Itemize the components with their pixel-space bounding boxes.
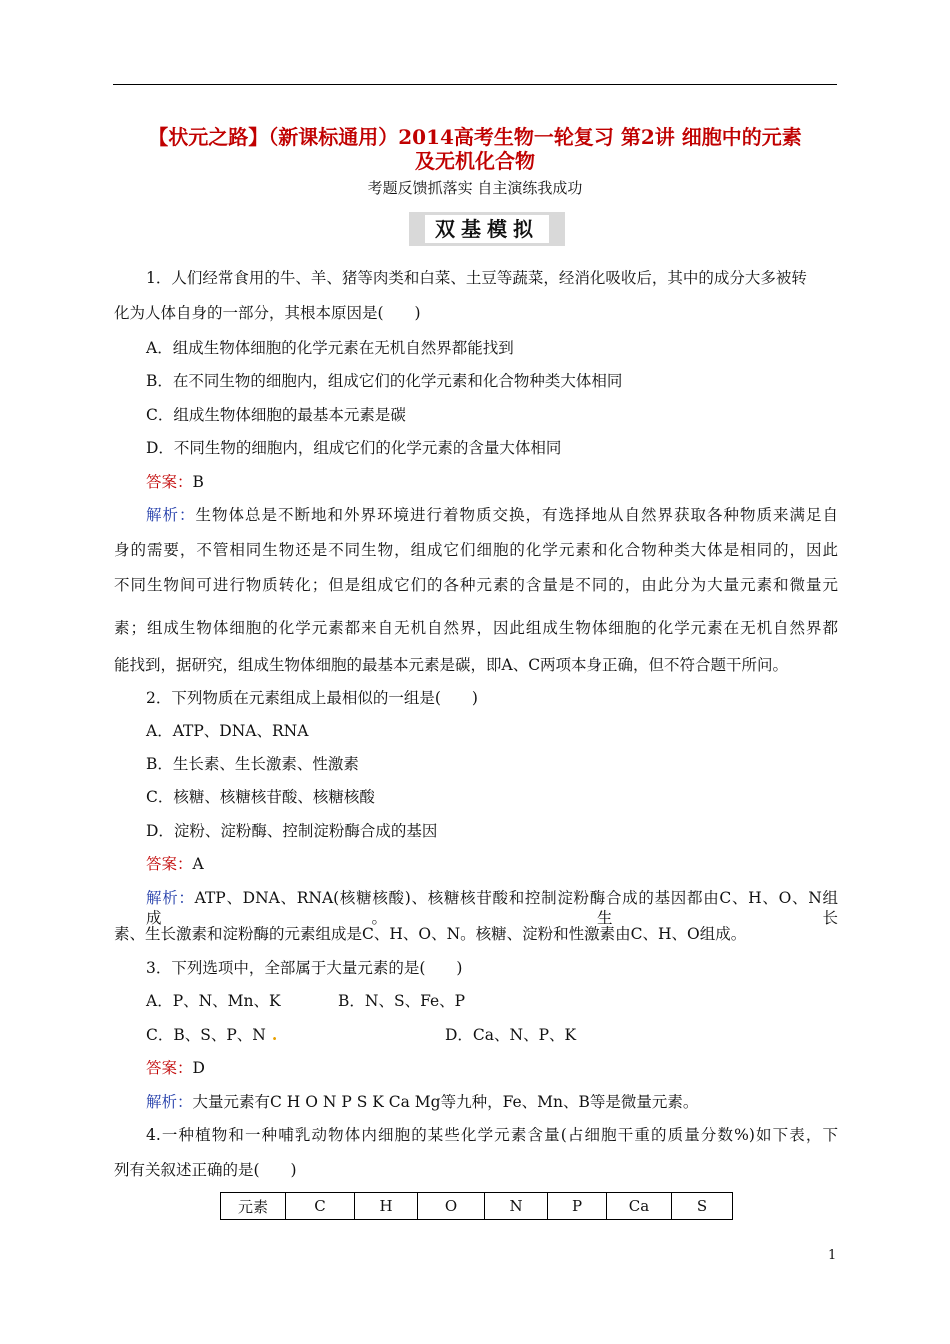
table-header-row <box>221 1193 733 1220</box>
table-header-cell: H <box>355 1193 418 1220</box>
orange-dot: . <box>271 1025 278 1044</box>
q3-option-a: A．P、N、Mn、K <box>146 992 281 1010</box>
q1-answer <box>146 472 204 492</box>
q1-stem-line-1: 1．人们经常食用的牛、羊、猪等肉类和白菜、土豆等蔬菜，经消化吸收后，其中的成分大多被转 <box>146 269 807 287</box>
q1-analysis-line-1 <box>146 505 838 525</box>
answer-value: B <box>192 473 204 491</box>
table-header-cell: Ca <box>607 1193 672 1220</box>
q2-answer <box>146 854 204 874</box>
q1-stem-line-2: 化为人体自身的一部分，其根本原因是( ) <box>114 304 421 322</box>
analysis-label: 解析： <box>146 506 196 524</box>
table-header-cell: P <box>548 1193 607 1220</box>
table-header-cell: N <box>485 1193 548 1220</box>
q1-option-b: B．在不同生物的细胞内，组成它们的化学元素和化合物种类大体相同 <box>146 372 623 390</box>
q2-option-b: B．生长素、生长激素、性激素 <box>146 755 359 773</box>
q3-stem: 3．下列选项中，全部属于大量元素的是( ) <box>146 959 463 977</box>
q4-stem-line-1: 4.一种植物和一种哺乳动物体内细胞的某些化学元素含量(占细胞干重的质量分数%)如下表，下 <box>146 1126 838 1144</box>
q4-stem-line-2: 列有关叙述正确的是( ) <box>114 1161 297 1179</box>
title-line-1: 【状元之路】（新课标通用）2014高考生物一轮复习 第2讲 细胞中的元素 <box>148 125 802 149</box>
table-header-cell: S <box>672 1193 733 1220</box>
table-header-cell: O <box>418 1193 485 1220</box>
section-banner-label: 双基模拟 <box>425 215 549 243</box>
q2-analysis-text-1: ATP、DNA、RNA(核糖核酸)、核糖核苷酸和控制淀粉酶合成的基因都由C、H、O、N组成。生长 <box>146 889 838 927</box>
q1-option-a: A．组成生物体细胞的化学元素在无机自然界都能找到 <box>146 339 514 357</box>
q2-option-d: D．淀粉、淀粉酶、控制淀粉酶合成的基因 <box>146 822 438 840</box>
table-header-cell: 元素 <box>221 1193 286 1220</box>
header-rule <box>113 84 837 85</box>
q1-analysis-line-3: 不同生物间可进行物质转化；但是组成它们的各种元素的含量是不同的，由此分为大量元素和微量元 <box>114 576 838 594</box>
q1-analysis-line-5: 能找到，据研究，组成生物体细胞的最基本元素是碳，即A、C两项本身正确，但不符合题干所问。 <box>114 656 789 674</box>
table-header-cell: C <box>286 1193 355 1220</box>
q3-option-c <box>146 1025 277 1045</box>
answer-value: D <box>192 1059 205 1077</box>
q2-option-c: C．核糖、核糖核苷酸、核糖核酸 <box>146 788 375 806</box>
answer-value: A <box>192 855 204 873</box>
q2-analysis-line-1 <box>146 888 838 928</box>
q3-option-c-text: C．B、S、P、N <box>146 1026 266 1044</box>
analysis-label: 解析： <box>146 889 195 907</box>
q2-option-a: A．ATP、DNA、RNA <box>146 722 309 740</box>
document-subtitle: 考题反馈抓落实 自主演练我成功 <box>367 179 583 197</box>
q2-analysis-line-2: 素、生长激素和淀粉酶的元素组成是C、H、O、N。核糖、淀粉和性激素由C、H、O组成。 <box>114 925 747 943</box>
q3-answer <box>146 1058 205 1078</box>
document-title <box>100 125 850 173</box>
q1-option-d: D．不同生物的细胞内，组成它们的化学元素的含量大体相同 <box>146 439 562 457</box>
q2-stem: 2．下列物质在元素组成上最相似的一组是( ) <box>146 689 478 707</box>
q1-analysis-text-1: 生物体总是不断地和外界环境进行着物质交换，有选择地从自然界获取各种物质来满足自 <box>195 506 838 524</box>
analysis-label: 解析： <box>146 1093 193 1111</box>
section-banner <box>409 212 565 246</box>
q1-analysis-line-4: 素；组成生物体细胞的化学元素都来自无机自然界，因此组成生物体细胞的化学元素在无机自然界都 <box>114 619 838 637</box>
q3-option-d: D．Ca、N、P、K <box>445 1026 577 1044</box>
q3-analysis-text: 大量元素有C H O N P S K Ca Mg等九种，Fe、Mn、B等是微量元素。 <box>192 1093 699 1111</box>
q1-analysis-line-2: 身的需要，不管相同生物还是不同生物，组成它们细胞的化学元素和化合物种类大体是相同的，因此 <box>114 541 838 559</box>
page-number: 1 <box>828 1248 837 1263</box>
element-content-table <box>220 1192 733 1220</box>
q1-option-c: C．组成生物体细胞的最基本元素是碳 <box>146 406 406 424</box>
q3-analysis <box>146 1092 698 1112</box>
title-line-2: 及无机化合物 <box>415 149 535 173</box>
answer-label: 答案： <box>146 1059 193 1077</box>
answer-label: 答案： <box>146 855 193 873</box>
q3-option-b: B．N、S、Fe、P <box>338 992 466 1010</box>
answer-label: 答案： <box>146 473 193 491</box>
